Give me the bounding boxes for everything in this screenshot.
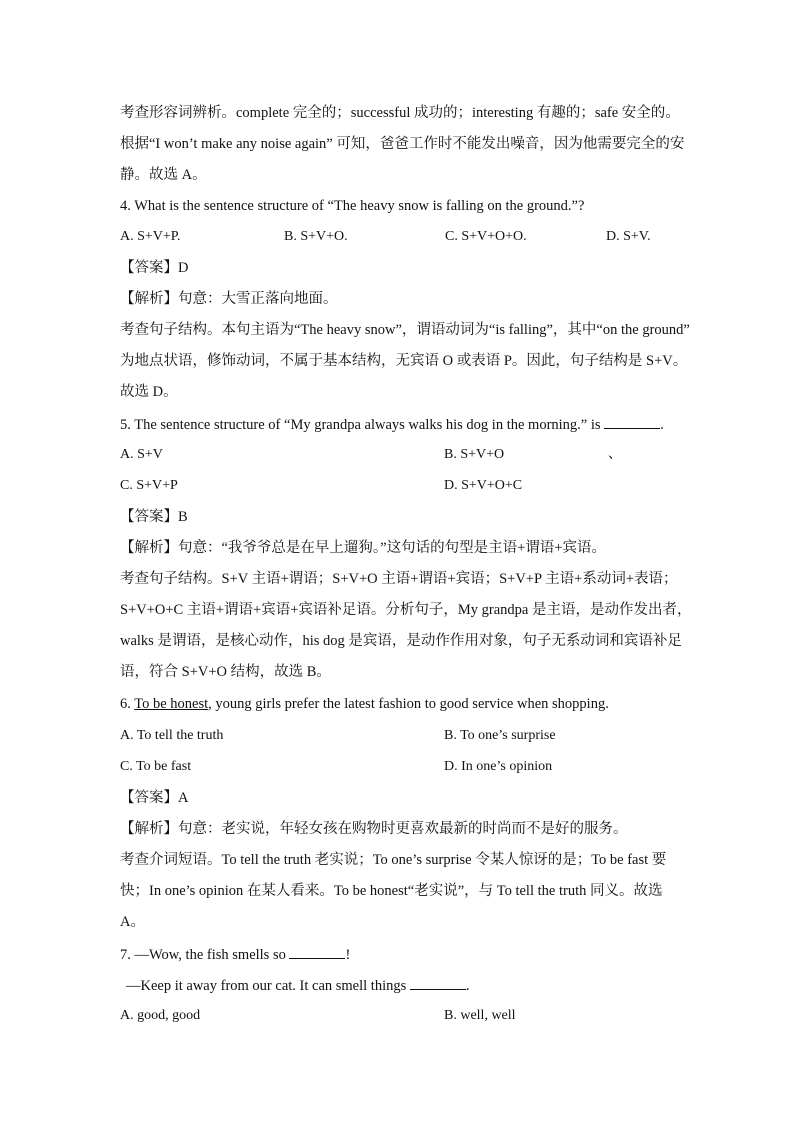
q5-explanation: walks 是谓语，是核心动作，his dog 是宾语，是动作作用对象，句子无系动词和宾语补足 xyxy=(120,633,682,649)
q5-explanation: 【解析】句意：“我爷爷总是在早上遛狗。”这句话的句型是主语+谓语+宾语。 xyxy=(120,540,606,556)
answer-blank xyxy=(604,414,660,429)
q7-stem: —Keep it away from our cat. It can smell things xyxy=(126,978,410,994)
q4-answer: 【答案】D xyxy=(120,260,189,276)
q4-explanation: 考查句子结构。本句主语为“The heavy snow”，谓语动词为“is falling”，其中“on the ground” xyxy=(120,322,690,338)
q6-option-b: B. To one’s surprise xyxy=(444,728,556,743)
q5-option-c: C. S+V+P xyxy=(120,478,178,493)
q7-stem-end: ! xyxy=(345,947,351,963)
question-4: 4. What is the sentence structure of “The heavy snow is falling on the ground.”? xyxy=(120,198,585,214)
text-line: 考查形容词辨析。complete 完全的；successful 成功的；interesting 有趣的；safe 安全的。 xyxy=(120,105,680,121)
q4-option-a: A. S+V+P. xyxy=(120,229,181,244)
stray-mark: 、 xyxy=(608,447,622,462)
q6-underlined-phrase: To be honest xyxy=(134,696,209,712)
q6-answer: 【答案】A xyxy=(120,790,189,806)
q6-explanation: 【解析】句意：老实说，年轻女孩在购物时更喜欢最新的时尚而不是好的服务。 xyxy=(120,821,628,837)
text-line: 根据“I won’t make any noise again” 可知，爸爸工作时不能发出噪音，因为他需要完全的安 xyxy=(120,136,685,152)
q4-explanation: 【解析】句意：大雪正落向地面。 xyxy=(120,291,338,307)
question-7-line-2 xyxy=(126,975,682,996)
q7-stem: 7. —Wow, the fish smells so xyxy=(120,947,290,963)
q6-option-c: C. To be fast xyxy=(120,759,192,774)
q6-explanation: A。 xyxy=(120,914,145,930)
q4-explanation: 为地点状语，修饰动词，不属于基本结构，无宾语 O 或表语 P。因此，句子结构是 S+V。 xyxy=(120,353,688,369)
q5-explanation: 考查句子结构。S+V 主语+谓语；S+V+O 主语+谓语+宾语；S+V+P 主语+系动词+表语； xyxy=(120,571,678,587)
q7-stem-end: . xyxy=(465,978,470,994)
q5-stem: 5. The sentence structure of “My grandpa always walks his dog in the morning.” is xyxy=(120,417,605,433)
question-5 xyxy=(120,414,676,435)
q6-explanation: 考查介词短语。To tell the truth 老实说；To one’s surprise 令某人惊讶的是；To be fast 要 xyxy=(120,852,667,868)
q4-option-d: D. S+V. xyxy=(606,229,651,244)
q6-option-a: A. To tell the truth xyxy=(120,728,224,743)
q7-option-a: A. good, good xyxy=(120,1008,201,1023)
q6-option-d: D. In one’s opinion xyxy=(444,759,553,774)
q6-number: 6. xyxy=(120,696,135,712)
q5-option-d: D. S+V+O+C xyxy=(444,478,523,493)
q5-option-a: A. S+V xyxy=(120,447,163,462)
q5-option-b: B. S+V+O xyxy=(444,447,505,462)
q5-explanation: S+V+O+C 主语+谓语+宾语+宾语补足语。分析句子，My grandpa 是主语，是动作发出者， xyxy=(120,602,692,618)
question-6 xyxy=(120,694,676,714)
answer-blank xyxy=(410,975,466,990)
q4-option-b: B. S+V+O. xyxy=(284,229,348,244)
q5-answer: 【答案】B xyxy=(120,509,188,525)
q5-explanation: 语，符合 S+V+O 结构，故选 B。 xyxy=(120,664,331,680)
answer-blank xyxy=(289,944,345,959)
q7-option-b: B. well, well xyxy=(444,1008,516,1023)
q4-option-c: C. S+V+O+O. xyxy=(445,229,527,244)
question-7 xyxy=(120,944,676,965)
q6-stem: , young girls prefer the latest fashion to good service when shopping. xyxy=(208,696,609,712)
q6-explanation: 快；In one’s opinion 在某人看来。To be honest“老实说”，与 To tell the truth 同义。故选 xyxy=(120,883,663,899)
q5-stem-end: . xyxy=(660,417,664,433)
q4-explanation: 故选 D。 xyxy=(120,384,178,400)
text-line: 静。故选 A。 xyxy=(120,167,207,183)
